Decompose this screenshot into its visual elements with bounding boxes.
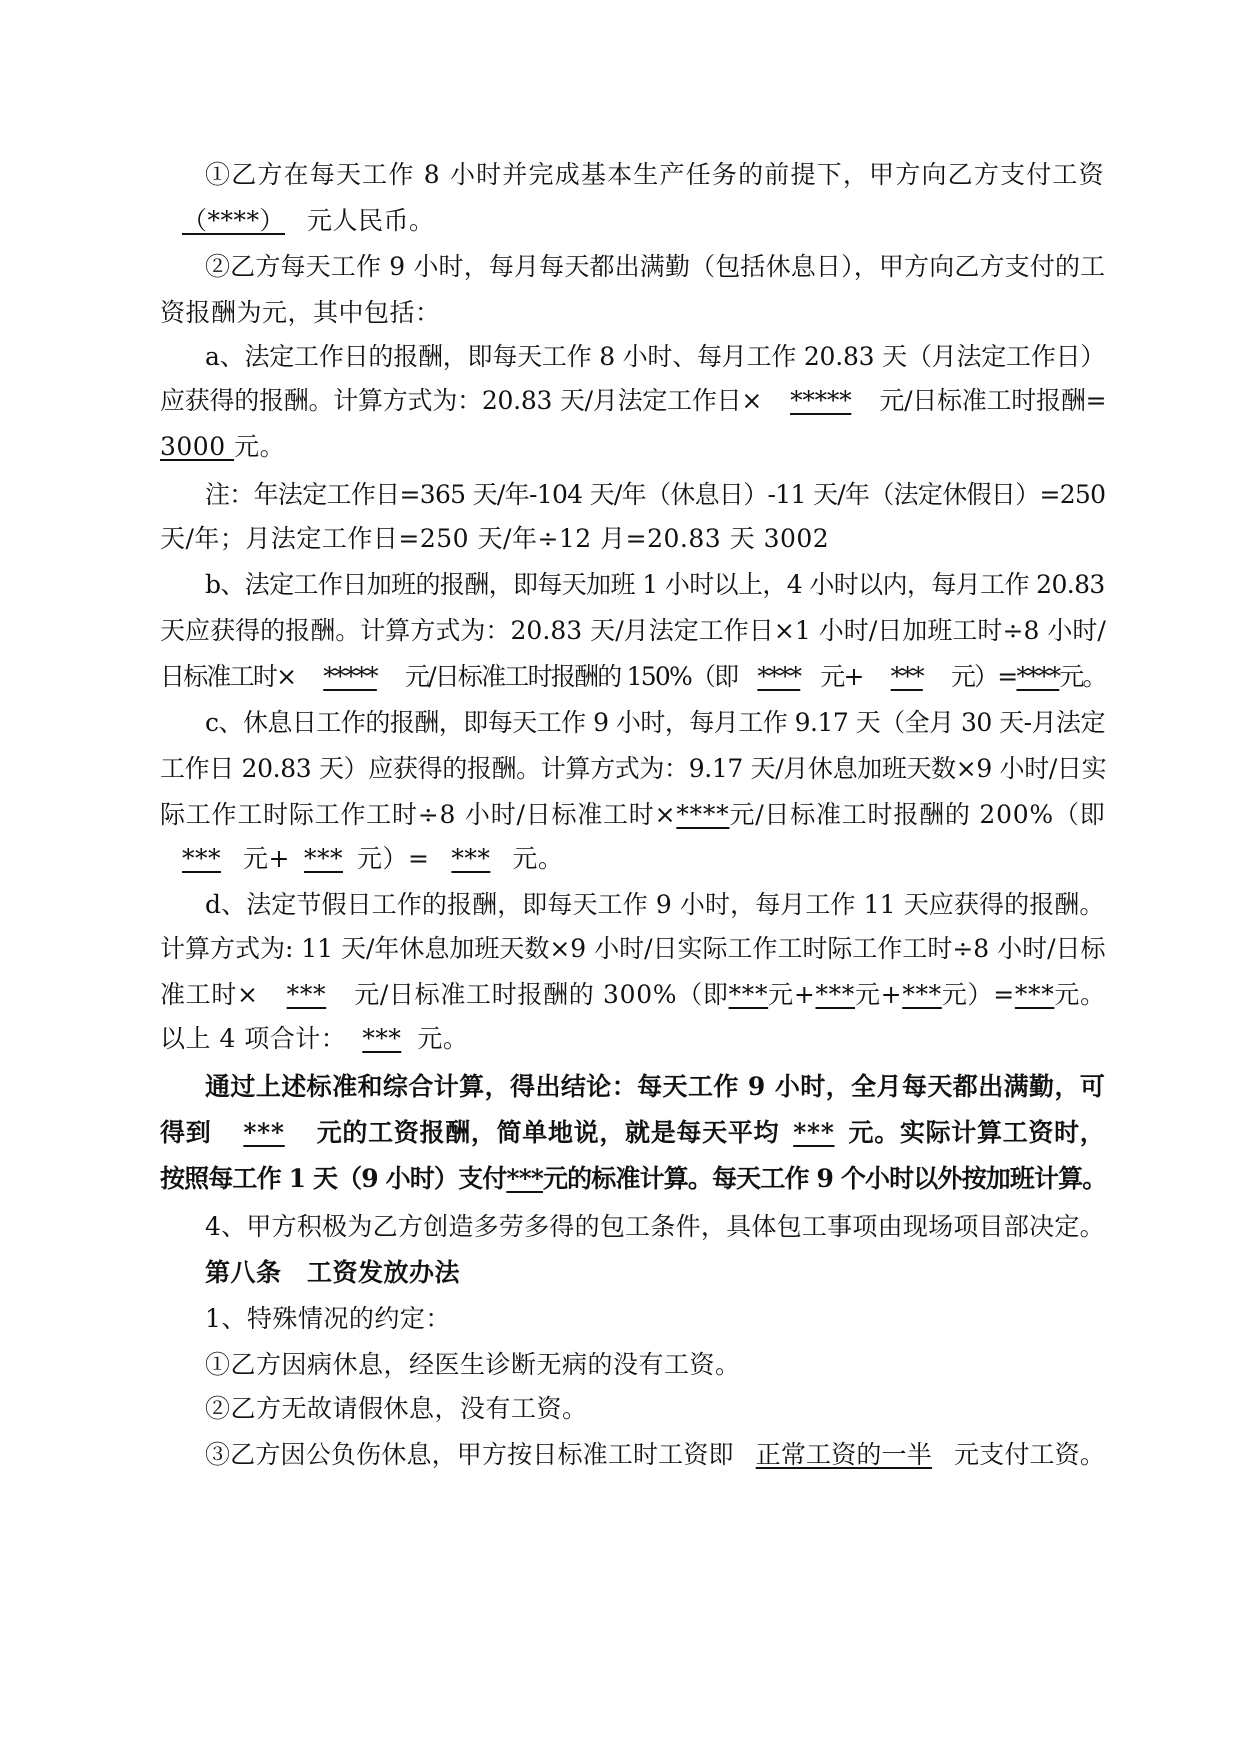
filled-blank: 3000 — [160, 432, 235, 461]
text-segment: 际工作工时际工作工时÷8 小时/日标准工时× — [160, 800, 677, 829]
filled-blank: *** — [793, 1118, 835, 1147]
text-line — [205, 1070, 1105, 1104]
text-segment: d、法定节假日工作的报酬，即每天工作 9 小时，每月工作 11 天应获得的报酬。 — [205, 890, 1105, 919]
text-segment: 元）= — [950, 662, 1017, 691]
text-line — [205, 250, 1105, 284]
text-line — [160, 522, 829, 556]
filled-blank: *** — [506, 1164, 544, 1193]
text-line — [205, 1348, 741, 1382]
text-segment: 元/日标准工时报酬的 300%（即 — [354, 980, 729, 1009]
filled-blank: *** — [182, 844, 221, 873]
text-segment: ①乙方在每天工作 8 小时并完成基本生产任务的前提下，甲方向乙方支付工资 — [205, 160, 1105, 189]
text-segment: 应获得的报酬。计算方式为：20.83 天/月法定工作日× — [160, 386, 763, 415]
text-segment: 元/日标准工时报酬的 200%（即 — [729, 800, 1106, 829]
text-segment: 元+ — [855, 980, 903, 1009]
filled-blank: *** — [1014, 980, 1055, 1009]
text-line — [205, 478, 1105, 512]
text-line — [160, 614, 1106, 648]
text-line — [160, 842, 563, 876]
text-segment: 元。实际计算工资时， — [848, 1118, 1106, 1147]
text-line — [205, 888, 1105, 922]
text-line — [205, 1256, 460, 1290]
filled-blank: **** — [676, 800, 730, 829]
text-segment: c、休息日工作的报酬，即每天工作 9 小时，每月工作 9.17 天（全月 30 天-月法定 — [205, 708, 1106, 737]
text-segment: 准工时× — [160, 980, 259, 1009]
text-segment: 元的标准计算。每天工作 9 个小时以外按加班计算。 — [543, 1164, 1107, 1193]
text-line — [160, 430, 285, 464]
text-line — [205, 1302, 451, 1336]
filled-blank: 正常工资的一半 — [755, 1440, 932, 1469]
filled-blank: *** — [728, 980, 769, 1009]
text-segment: a、法定工作日的报酬，即每天工作 8 小时、每月工作 20.83 天（月法定工作日） — [205, 342, 1106, 371]
text-segment: 天应获得的报酬。计算方式为：20.83 天/月法定工作日×1 小时/日加班工时÷8 小时/ — [160, 616, 1106, 645]
text-line — [160, 1116, 1105, 1150]
text-segment: 以上 4 项合计： — [160, 1024, 347, 1053]
text-segment: 元。 — [1054, 980, 1106, 1009]
text-segment: 元/日标准工时报酬的 150%（即 — [404, 662, 738, 691]
text-segment: 元）= — [941, 980, 1015, 1009]
text-segment: 天/年；月法定工作日=250 天/年÷12 月=20.83 天 3002 — [160, 524, 830, 553]
text-segment: b、法定工作日加班的报酬，即每天加班 1 小时以上，4 小时以内，每月工作 20.83 — [205, 570, 1105, 599]
text-line — [205, 706, 1105, 740]
text-segment: 元。 — [234, 432, 286, 461]
filled-blank: *** — [362, 1024, 402, 1053]
text-segment: 资报酬为元，其中包括： — [160, 298, 441, 327]
text-line — [205, 1438, 1105, 1472]
text-segment: 得到 — [160, 1118, 212, 1147]
text-segment: ②乙方无故请假休息，没有工资。 — [205, 1394, 588, 1423]
text-line — [160, 660, 1106, 694]
text-line — [160, 296, 441, 330]
filled-blank: **** — [757, 662, 801, 691]
text-line — [160, 1022, 468, 1056]
text-line — [205, 158, 1105, 192]
text-line — [160, 1162, 1106, 1196]
text-segment: 计算方式为: 11 天/年休息加班天数×9 小时/日实际工作工时际工作工时÷8 小时/日标 — [160, 934, 1106, 963]
text-segment: 4、甲方积极为乙方创造多劳多得的包工条件，具体包工事项由现场项目部决定。 — [205, 1212, 1105, 1241]
filled-blank: ***** — [323, 662, 377, 691]
text-segment: 1、特殊情况的约定： — [205, 1304, 451, 1333]
text-segment: ①乙方因病休息，经医生诊断无病的没有工资。 — [205, 1350, 741, 1379]
text-segment: 按照每工作 1 天（9 小时）支付 — [160, 1164, 507, 1193]
text-segment: 元/日标准工时报酬= — [879, 386, 1107, 415]
filled-blank: *** — [286, 980, 327, 1009]
filled-blank: *** — [451, 844, 491, 873]
text-segment: 工作日 20.83 天）应获得的报酬。计算方式为：9.17 天/月休息加班天数×9 小时/日实 — [160, 754, 1107, 783]
text-segment: 元支付工资。 — [953, 1440, 1106, 1469]
filled-blank: *** — [303, 844, 343, 873]
text-line — [205, 1210, 1105, 1244]
text-line — [160, 384, 1106, 418]
text-line — [160, 978, 1106, 1012]
text-segment: 元+ — [243, 844, 290, 873]
text-segment: 元+ — [820, 662, 863, 691]
text-segment: 元+ — [768, 980, 816, 1009]
text-segment: 元。 — [1059, 662, 1106, 691]
filled-blank: **** — [1016, 662, 1060, 691]
filled-blank: ***** — [790, 386, 852, 415]
text-line — [160, 752, 1106, 786]
text-segment: 元。 — [417, 1024, 469, 1053]
text-segment: 元）= — [356, 844, 430, 873]
text-line — [205, 568, 1105, 602]
text-segment: 元人民币。 — [307, 206, 435, 235]
text-segment: ②乙方每天工作 9 小时，每月每天都出满勤（包括休息日），甲方向乙方支付的工 — [205, 252, 1106, 281]
text-segment: 注：年法定工作日=365 天/年-104 天/年（休息日）-11 天/年（法定休假日）=250 — [205, 480, 1106, 509]
text-segment: 通过上述标准和综合计算，得出结论：每天工作 9 小时，全月每天都出满勤，可 — [205, 1072, 1106, 1101]
text-segment: ③乙方因公负伤休息，甲方按日标准工时工资即 — [205, 1440, 734, 1469]
text-line — [205, 1392, 588, 1426]
text-line — [160, 798, 1106, 832]
filled-blank: *** — [902, 980, 942, 1009]
text-line — [160, 204, 435, 238]
filled-blank: *** — [243, 1118, 285, 1147]
text-segment: 元的工资报酬，简单地说，就是每天平均 — [316, 1118, 780, 1147]
filled-blank: （****） — [182, 206, 286, 235]
text-segment: 元。 — [512, 844, 564, 873]
text-segment: 第八条 工资发放办法 — [205, 1258, 461, 1287]
filled-blank: *** — [890, 662, 923, 691]
text-line — [205, 340, 1105, 374]
filled-blank: *** — [815, 980, 855, 1009]
text-segment: 日标准工时× — [160, 662, 296, 691]
text-line — [160, 932, 1106, 966]
